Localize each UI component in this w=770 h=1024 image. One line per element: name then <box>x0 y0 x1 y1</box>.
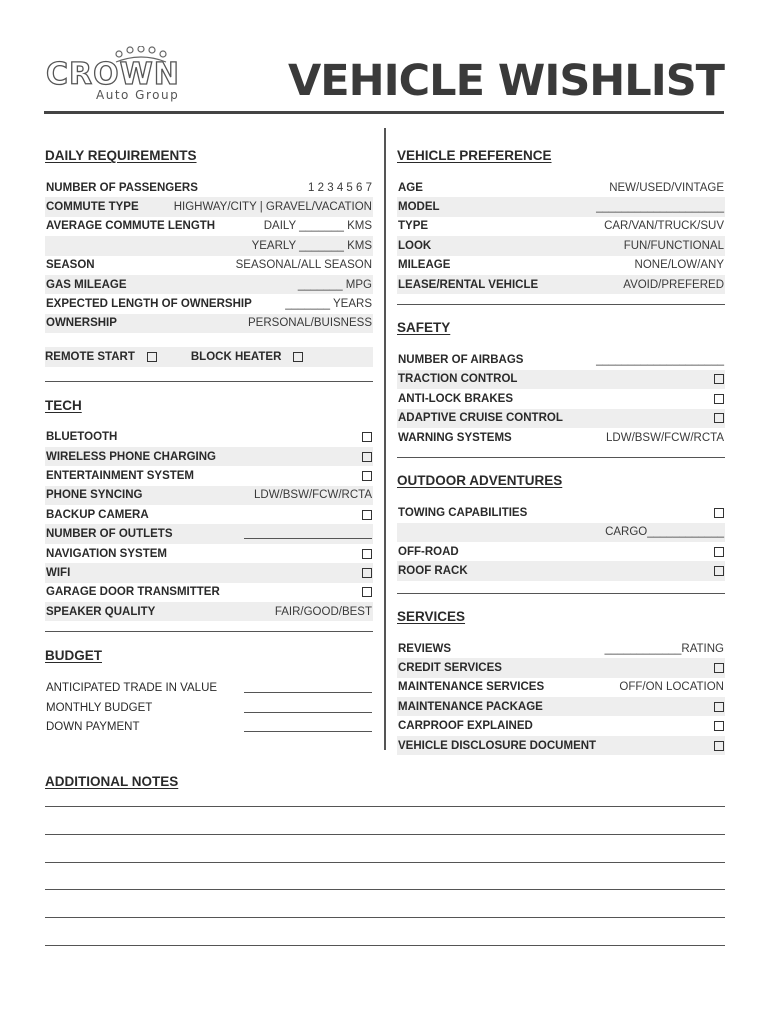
row-season <box>45 256 373 275</box>
field-value[interactable]: DAILY _______ KMS <box>263 220 372 233</box>
field-label: BACKUP CAMERA <box>46 508 149 521</box>
row-adaptive-cruise-control <box>397 409 725 428</box>
field-label: TOWING CAPABILITIES <box>398 506 528 519</box>
field-label: CREDIT SERVICES <box>398 661 502 674</box>
field-value[interactable]: CAR/VAN/TRUCK/SUV <box>604 220 724 233</box>
daily-requirements-title: DAILY REQUIREMENTS <box>45 148 197 163</box>
field-label: DOWN PAYMENT <box>46 720 140 733</box>
field-label: MAINTENANCE PACKAGE <box>398 700 543 713</box>
checkbox[interactable] <box>362 549 372 559</box>
field-value[interactable]: OFF/ON LOCATION <box>619 681 724 694</box>
left-column <box>45 148 373 737</box>
field-label: COMMUTE TYPE <box>46 201 139 214</box>
daily-requirements-list <box>45 178 373 333</box>
row-entertainment-system <box>45 466 373 485</box>
row-credit-services <box>397 658 725 677</box>
field-label: OWNERSHIP <box>46 317 117 330</box>
safety-list <box>397 350 725 447</box>
row-wifi <box>45 563 373 582</box>
checkbox[interactable] <box>714 566 724 576</box>
checkbox[interactable] <box>714 394 724 404</box>
fill-in-line[interactable] <box>244 703 372 713</box>
row-look <box>397 236 725 255</box>
row-ownership <box>45 314 373 333</box>
field-label: VEHICLE DISCLOSURE DOCUMENT <box>398 739 597 752</box>
row-cargo <box>397 523 725 542</box>
checkbox[interactable] <box>714 702 724 712</box>
note-line[interactable] <box>45 834 725 835</box>
checkbox[interactable] <box>714 741 724 751</box>
row-backup-camera <box>45 505 373 524</box>
field-value[interactable]: FUN/FUNCTIONAL <box>623 239 724 252</box>
checkbox[interactable] <box>714 721 724 731</box>
crown-icon <box>44 46 244 86</box>
field-value[interactable]: NONE/LOW/ANY <box>634 259 724 272</box>
checkbox[interactable] <box>362 452 372 462</box>
remote-start-checkbox[interactable] <box>147 352 157 362</box>
row-number-of-outlets <box>45 524 373 543</box>
note-line[interactable] <box>45 806 725 807</box>
field-label: SEASON <box>46 259 95 272</box>
vehicle-preference-title: VEHICLE PREFERENCE <box>397 148 552 163</box>
block-heater-option[interactable] <box>191 351 304 363</box>
checkbox[interactable] <box>362 510 372 520</box>
row-number-of-airbags <box>397 350 725 369</box>
header-divider <box>44 111 724 114</box>
vehicle-preference-list <box>397 178 725 294</box>
logo-wordmark: CROWN <box>46 57 180 86</box>
field-value[interactable]: ____________RATING <box>604 642 724 655</box>
field-label: REVIEWS <box>398 642 452 655</box>
fill-in-line[interactable] <box>244 722 372 732</box>
row-navigation-system <box>45 544 373 563</box>
logo-subtitle: Auto Group <box>96 88 180 102</box>
row-down-payment <box>45 717 373 736</box>
field-value[interactable]: ____________________ <box>596 354 724 367</box>
field-value[interactable]: HIGHWAY/CITY | GRAVEL/VACATION <box>173 201 372 214</box>
row-traction-control <box>397 370 725 389</box>
field-label: CARPROOF EXPLAINED <box>398 720 533 733</box>
row-vehicle-disclosure-document <box>397 736 725 755</box>
field-label: MONTHLY BUDGET <box>46 701 153 714</box>
outdoor-adventures-list <box>397 503 725 581</box>
note-line[interactable] <box>45 917 725 918</box>
row-type <box>397 217 725 236</box>
row-bluetooth <box>45 428 373 447</box>
remote-start-label: REMOTE START <box>45 350 135 363</box>
field-label: SPEAKER QUALITY <box>46 605 156 618</box>
note-line[interactable] <box>45 862 725 863</box>
field-label: TRACTION CONTROL <box>398 373 518 386</box>
field-label: AGE <box>398 181 423 194</box>
field-value[interactable]: LDW/BSW/FCW/RCTA <box>254 489 372 502</box>
note-line[interactable] <box>45 945 725 946</box>
field-label: WIFI <box>46 566 71 579</box>
row-model <box>397 197 725 216</box>
note-line[interactable] <box>45 889 725 890</box>
field-label: GAS MILEAGE <box>46 278 127 291</box>
row-age <box>397 178 725 197</box>
field-value[interactable]: PERSONAL/BUISNESS <box>248 317 372 330</box>
checkbox[interactable] <box>362 568 372 578</box>
budget-list <box>45 678 373 736</box>
checkbox[interactable] <box>714 663 724 673</box>
row-yearly-kms <box>45 236 373 255</box>
field-label: NAVIGATION SYSTEM <box>46 547 167 560</box>
field-label: ADAPTIVE CRUISE CONTROL <box>398 412 563 425</box>
block-heater-checkbox[interactable] <box>293 352 303 362</box>
row-maintenance-services <box>397 678 725 697</box>
field-value[interactable]: YEARLY _______ KMS <box>251 239 372 252</box>
field-label: NUMBER OF PASSENGERS <box>46 181 198 194</box>
field-label: GARAGE DOOR TRANSMITTER <box>46 586 220 599</box>
crown-logo <box>44 46 244 106</box>
checkbox[interactable] <box>714 374 724 384</box>
row-commute-type <box>45 197 373 216</box>
fill-in-line[interactable] <box>244 529 372 539</box>
services-list <box>397 639 725 755</box>
tech-title: TECH <box>45 397 82 413</box>
field-label: TYPE <box>398 220 429 233</box>
tech-list <box>45 428 373 622</box>
safety-title: SAFETY <box>397 320 451 336</box>
row-average-commute-length <box>45 217 373 236</box>
services-title: SERVICES <box>397 608 466 624</box>
field-value[interactable]: SEASONAL/ALL SEASON <box>235 259 372 272</box>
checkbox[interactable] <box>362 471 372 481</box>
row-wireless-phone-charging <box>45 447 373 466</box>
row-monthly-budget <box>45 698 373 717</box>
additional-notes <box>45 774 725 973</box>
additional-notes-title: ADDITIONAL NOTES <box>45 774 179 789</box>
row-expected-length-of-ownership <box>45 294 373 313</box>
field-label: MAINTENANCE SERVICES <box>398 681 545 694</box>
field-value[interactable]: ____________________ <box>596 201 724 214</box>
row-phone-syncing <box>45 486 373 505</box>
remote-start-option[interactable] <box>45 351 157 363</box>
field-label: EXPECTED LENGTH OF OWNERSHIP <box>46 298 252 311</box>
row-lease-rental-vehicle <box>397 275 725 294</box>
field-label: OFF-ROAD <box>398 545 459 558</box>
field-label: NUMBER OF OUTLETS <box>46 528 173 541</box>
page-title: VEHICLE WISHLIST <box>287 56 724 106</box>
field-value[interactable]: CARGO____________ <box>605 526 724 539</box>
field-value[interactable]: AVOID/PREFERED <box>623 278 724 291</box>
right-column <box>397 148 725 755</box>
outdoor-adventures-title: OUTDOOR ADVENTURES <box>397 473 563 489</box>
checkbox[interactable] <box>714 508 724 518</box>
field-label: BLUETOOTH <box>46 431 118 444</box>
field-label: WARNING SYSTEMS <box>398 431 512 444</box>
row-number-of-passengers <box>45 178 373 197</box>
row-carproof-explained <box>397 716 725 735</box>
field-label: MILEAGE <box>398 259 451 272</box>
row-anticipated-trade-in-value <box>45 678 373 697</box>
field-value[interactable]: FAIR/GOOD/BEST <box>274 605 372 618</box>
field-label: LOOK <box>398 239 432 252</box>
column-divider <box>384 128 386 750</box>
field-label: AVERAGE COMMUTE LENGTH <box>46 220 216 233</box>
field-label: LEASE/RENTAL VEHICLE <box>398 278 539 291</box>
row-anti-lock-brakes <box>397 389 725 408</box>
field-value[interactable]: _______ MPG <box>297 278 372 291</box>
checkbox[interactable] <box>714 413 724 423</box>
field-value[interactable]: LDW/BSW/FCW/RCTA <box>606 431 724 444</box>
field-label: ANTICIPATED TRADE IN VALUE <box>46 682 218 695</box>
field-label: NUMBER OF AIRBAGS <box>398 354 524 367</box>
field-label: MODEL <box>398 201 440 214</box>
row-roof-rack <box>397 561 725 580</box>
field-label: WIRELESS PHONE CHARGING <box>46 450 216 463</box>
field-label: ENTERTAINMENT SYSTEM <box>46 469 195 482</box>
row-warning-systems <box>397 428 725 447</box>
field-value[interactable]: 1 2 3 4 5 6 7 <box>308 181 372 194</box>
row-speaker-quality <box>45 602 373 621</box>
row-maintenance-package <box>397 697 725 716</box>
row-towing-capabilities <box>397 503 725 522</box>
field-label: ROOF RACK <box>398 565 468 578</box>
row-reviews <box>397 639 725 658</box>
checkbox[interactable] <box>362 587 372 597</box>
options-row <box>45 347 373 366</box>
budget-title: BUDGET <box>45 648 102 664</box>
block-heater-label: BLOCK HEATER <box>190 350 282 363</box>
field-value[interactable]: _______ YEARS <box>285 298 372 311</box>
row-gas-mileage <box>45 275 373 294</box>
row-mileage <box>397 256 725 275</box>
checkbox[interactable] <box>714 547 724 557</box>
row-off-road <box>397 542 725 561</box>
checkbox[interactable] <box>362 432 372 442</box>
field-value[interactable]: NEW/USED/VINTAGE <box>609 181 724 194</box>
row-garage-door-transmitter <box>45 583 373 602</box>
field-label: ANTI-LOCK BRAKES <box>398 392 513 405</box>
fill-in-line[interactable] <box>244 683 372 693</box>
field-label: PHONE SYNCING <box>46 489 143 502</box>
